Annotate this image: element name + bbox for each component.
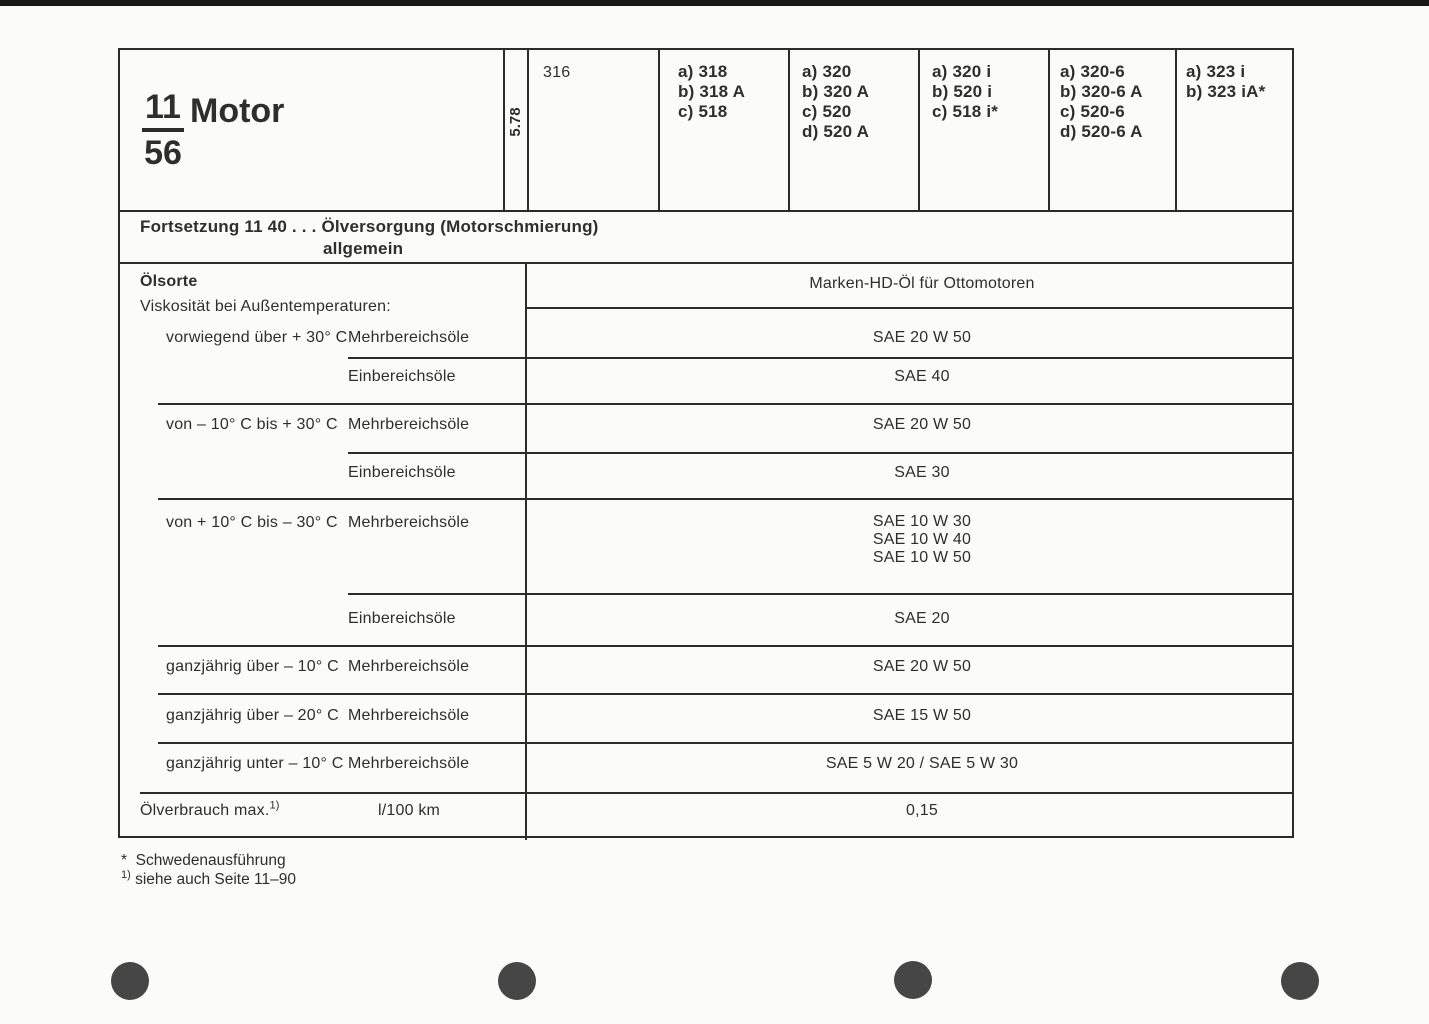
oil-class-label: Mehrbereichsöle: [348, 514, 470, 531]
page-number: 56: [144, 134, 182, 172]
temp-condition: ganzjährig über – 10° C: [166, 658, 339, 675]
binder-hole: [498, 962, 536, 1000]
table-line: [158, 403, 1294, 405]
oil-class-label: Mehrbereichsöle: [348, 329, 470, 346]
page-title: Motor: [190, 92, 285, 130]
model-column-320: a) 320 b) 320 A c) 520 d) 520 A: [802, 62, 870, 141]
table-line: [158, 645, 1294, 647]
oil-class-label: Einbereichsöle: [348, 368, 456, 385]
footnote-star-marker: *: [121, 852, 128, 869]
oil-type-value: Marken-HD-Öl für Ottomotoren: [809, 275, 1035, 292]
table-line: [158, 498, 1294, 500]
model-column-320i: a) 320 i b) 520 i c) 518 i*: [932, 62, 999, 121]
oil-spec-value: SAE 15 W 50: [872, 707, 972, 724]
footnote-one: [121, 868, 296, 889]
binder-hole: [1281, 962, 1319, 1000]
table-line: [118, 210, 1294, 212]
binder-hole: [894, 961, 932, 999]
temp-condition: ganzjährig unter – 10° C: [166, 755, 344, 772]
model-column-318: a) 318 b) 318 A c) 518: [678, 62, 746, 121]
model-column-320-6: a) 320-6 b) 320-6 A c) 520-6 d) 520-6 A: [1060, 62, 1143, 141]
footnote-star-text: Schwedenausführung: [135, 852, 286, 869]
oil-class-label: Einbereichsöle: [348, 464, 456, 481]
table-line: [1048, 48, 1050, 212]
scan-edge-artifact: [0, 0, 1429, 6]
oil-class-label: Mehrbereichsöle: [348, 707, 470, 724]
edition-date: 5.78: [507, 107, 524, 137]
oil-spec-value: SAE 20 W 50: [872, 658, 972, 675]
oil-spec-value: SAE 30: [894, 464, 950, 481]
table-line: [527, 307, 1294, 309]
oil-class-label: Mehrbereichsöle: [348, 755, 470, 772]
viscosity-label: Viskosität bei Außentemperaturen:: [140, 298, 391, 315]
model-code-316: 316: [543, 64, 571, 81]
table-line: [658, 48, 660, 212]
oil-spec-value: SAE 20 W 50: [872, 329, 972, 346]
temp-condition: vorwiegend über + 30° C: [166, 329, 348, 346]
oil-consumption-label: [140, 801, 280, 820]
oil-spec-value: SAE 20: [894, 610, 950, 627]
table-line: [158, 693, 1294, 695]
footnote-ref-1: 1): [269, 799, 280, 812]
table-line: [348, 593, 1294, 595]
continuation-subtitle: allgemein: [323, 239, 404, 258]
oil-class-label: Mehrbereichsöle: [348, 416, 470, 433]
oil-consumption-unit: l/100 km: [378, 802, 441, 819]
model-column-323i: a) 323 i b) 323 iA*: [1186, 62, 1266, 101]
table-line: [1175, 48, 1177, 212]
oil-consumption-text: Ölverbrauch max.: [140, 802, 270, 819]
table-line: [348, 357, 1294, 359]
table-line: [918, 48, 920, 212]
section-number: 11: [142, 90, 184, 132]
footnote-one-marker: 1): [121, 868, 131, 881]
temp-condition: von + 10° C bis – 30° C: [166, 514, 338, 531]
section-page-fraction: [142, 90, 184, 170]
oil-spec-value: SAE 5 W 20 / SAE 5 W 30: [825, 755, 1019, 772]
table-line: [118, 262, 1294, 264]
footnote-one-text: siehe auch Seite 11–90: [135, 871, 296, 888]
table-line: [140, 792, 1294, 794]
oil-consumption-value: 0,15: [906, 802, 938, 819]
oil-class-label: Mehrbereichsöle: [348, 658, 470, 675]
footnote-star: [121, 852, 286, 870]
oil-spec-value: SAE 20 W 50: [872, 416, 972, 433]
continuation-title: Fortsetzung 11 40 . . . Ölversorgung (Motorschmierung): [140, 217, 599, 236]
oil-spec-value: SAE 40: [894, 368, 950, 385]
oil-spec-value-list: SAE 10 W 30 SAE 10 W 40 SAE 10 W 50: [872, 513, 972, 566]
temp-condition: ganzjährig über – 20° C: [166, 707, 339, 724]
binder-hole: [111, 962, 149, 1000]
temp-condition: von – 10° C bis + 30° C: [166, 416, 338, 433]
table-line: [525, 262, 527, 840]
table-line: [158, 742, 1294, 744]
table-line: [348, 452, 1294, 454]
table-line: [788, 48, 790, 212]
oil-type-label: Ölsorte: [140, 273, 198, 290]
oil-class-label: Einbereichsöle: [348, 610, 456, 627]
